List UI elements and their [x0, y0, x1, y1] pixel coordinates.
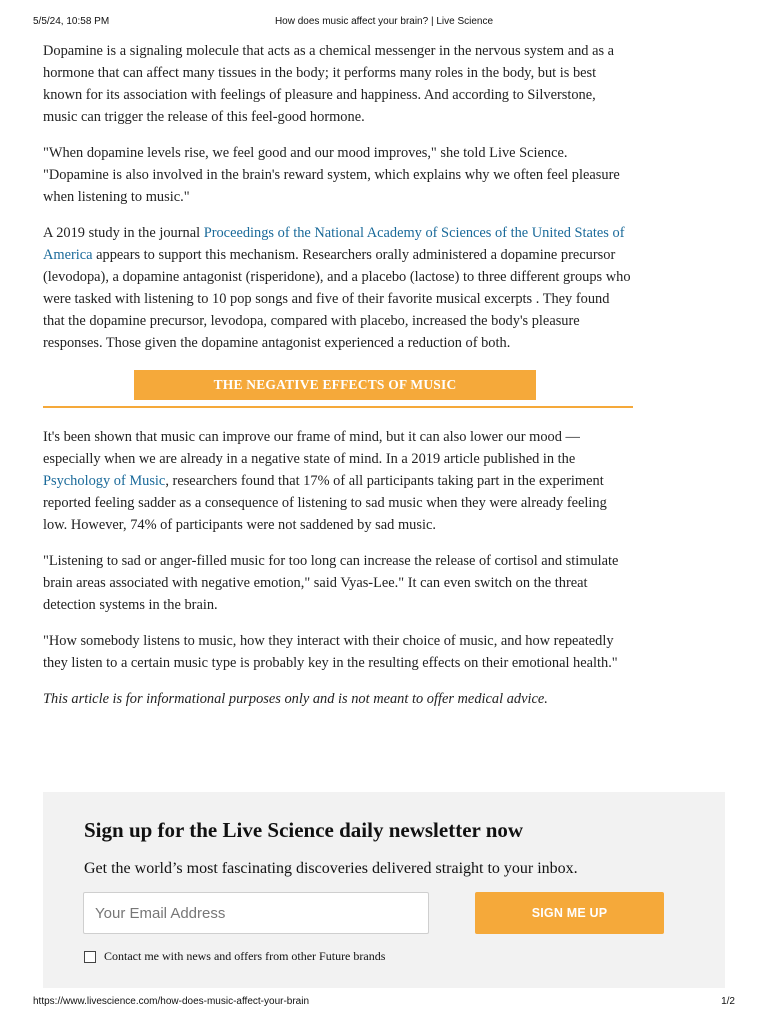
article-paragraph	[43, 222, 633, 354]
print-datetime: 5/5/24, 10:58 PM	[33, 16, 110, 27]
section-heading	[43, 370, 633, 408]
paragraph-text: appears to support this mechanism. Researchers orally administered a dopamine precursor (levodopa), a dopamine antagonist (risperidone), and a placebo (lactose) to three different groups who were tasked with listening to 10 pop songs and five of their favorite musical excerpts . They found that the dopamine precursor, levodopa, compared with placebo, increased the body's pleasure responses. Those given the dopamine antagonist experienced a reduction of both.	[43, 247, 631, 351]
newsletter-subtitle: Get the world’s most fascinating discoveries delivered straight to your inbox.	[84, 860, 578, 877]
newsletter-signup-panel	[43, 792, 725, 988]
consent-checkbox[interactable]	[84, 951, 96, 963]
newsletter-title: Sign up for the Live Science daily newsletter now	[84, 818, 524, 842]
paragraph-text: A 2019 study in the journal	[43, 225, 204, 241]
paragraph-text: , researchers found that 17% of all participants taking part in the experiment reported feeling sadder as a consequence of listening to sad music when they were already feeling low. However, 74% of participants were not saddened by sad music.	[43, 473, 607, 533]
paragraph-text: It's been shown that music can improve our frame of mind, but it can also lower our mood — especially when we are already in a negative state of mind. In a 2019 article published in the	[43, 429, 580, 467]
article-paragraph: Dopamine is a signaling molecule that acts as a chemical messenger in the nervous system and as a hormone that can affect many tissues in the body; it performs many roles in the body, but is best known for its association with feelings of pleasure and happiness. And according to Silverstone, music can trigger the release of this feel-good hormone.	[43, 43, 615, 125]
print-url: https://www.livescience.com/how-does-music-affect-your-brain	[33, 996, 310, 1007]
article-paragraph: "When dopamine levels rise, we feel good and our mood improves," she told Live Science. "Dopamine is also involved in the brain's reward system, which explains why we often feel pleasure when listening to music."	[43, 145, 620, 205]
article-paragraph: "How somebody listens to music, how they interact with their choice of music, and how repeatedly they listen to a certain music type is probably key in the resulting effects on their emotional health."	[43, 633, 618, 671]
print-header	[0, 16, 768, 30]
journal-link-pnas[interactable]: Proceedings of the National Academy of Sciences of the United States of America	[43, 225, 625, 263]
print-page-title: How does music affect your brain? | Live Science	[274, 16, 494, 27]
print-footer	[0, 996, 768, 1010]
email-field[interactable]	[83, 892, 429, 934]
sign-me-up-button[interactable]: SIGN ME UP	[475, 892, 664, 934]
medical-disclaimer: This article is for informational purposes only and is not meant to offer medical advice.	[43, 691, 548, 707]
section-heading-label: THE NEGATIVE EFFECTS OF MUSIC	[134, 370, 536, 400]
article-paragraph	[43, 426, 633, 536]
consent-label: Contact me with news and offers from other Future brands	[104, 949, 386, 963]
consent-option[interactable]	[84, 949, 385, 964]
article-body	[43, 40, 633, 724]
journal-link-psychology-of-music[interactable]: Psychology of Music	[43, 473, 166, 489]
article-paragraph: "Listening to sad or anger-filled music for too long can increase the release of cortisol and stimulate brain areas associated with negative emotion," said Vyas-Lee." It can even switch on the threat detection systems in the brain.	[43, 553, 619, 613]
print-page-number: 1/2	[721, 996, 735, 1007]
